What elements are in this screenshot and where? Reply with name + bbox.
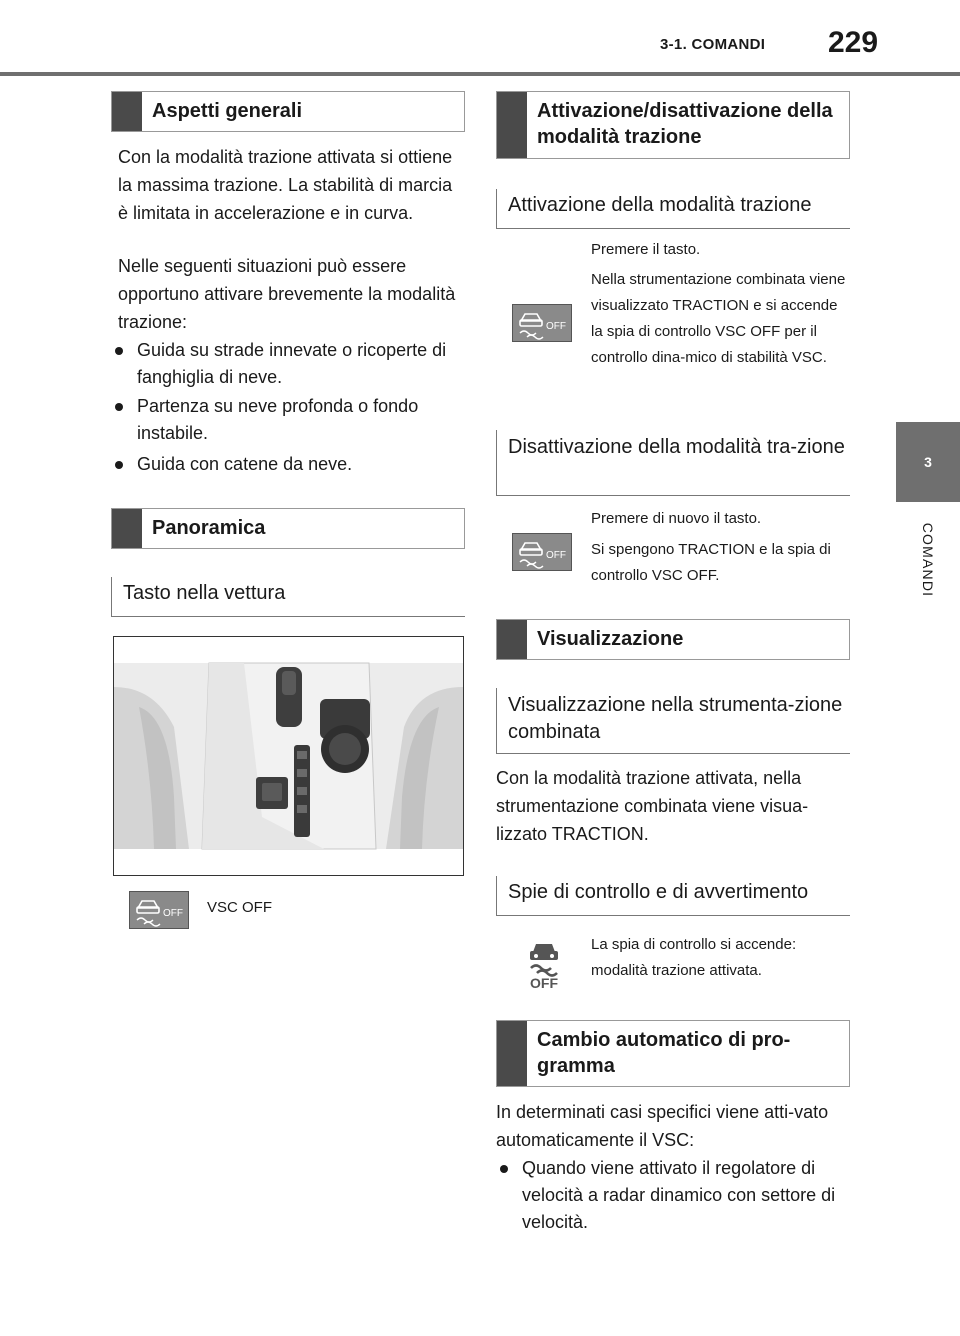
bullet-dot-icon bbox=[500, 1165, 508, 1173]
instruction-text: Premere di nuovo il tasto. bbox=[591, 510, 762, 527]
warning-light-text: La spia di controllo si accende: modalità trazione attivata. bbox=[591, 936, 797, 979]
bullet-item: Partenza su neve profonda o fondo instabile. bbox=[115, 393, 465, 447]
vsc-off-button-icon bbox=[129, 891, 189, 929]
page-number: 229 bbox=[828, 26, 879, 59]
bullet-item: Quando viene attivato il regolatore di velocità a radar dinamico con settore di velocità. bbox=[500, 1155, 850, 1236]
subheading: Attivazione della modalità trazione bbox=[496, 189, 850, 229]
bullet-dot-icon bbox=[115, 403, 123, 411]
section-box-bar bbox=[497, 620, 527, 659]
svg-text:OFF: OFF bbox=[163, 908, 183, 919]
chapter-tab: 3 bbox=[896, 422, 960, 502]
section-box-title: Panoramica bbox=[152, 517, 266, 539]
svg-text:OFF: OFF bbox=[546, 550, 566, 561]
bullet-dot-icon bbox=[115, 461, 123, 469]
section-box-bar bbox=[497, 1021, 527, 1086]
section-box-activation bbox=[496, 91, 850, 159]
paragraph: Con la modalità trazione attivata, nella strumentazione combinata viene visua-lizzato TRACTION. bbox=[496, 768, 809, 844]
svg-text:OFF: OFF bbox=[546, 321, 566, 332]
subheading: Tasto nella vettura bbox=[111, 577, 465, 617]
section-box-bar bbox=[112, 509, 142, 548]
section-box-title: Attivazione/disattivazione della modalità trazione bbox=[537, 100, 833, 148]
vsc-off-button-icon bbox=[512, 304, 572, 342]
bullet-item: Guida con catene da neve. bbox=[115, 451, 465, 478]
chapter-label: COMANDI bbox=[920, 522, 936, 598]
paragraph: In determinati casi specifici viene atti-vato automaticamente il VSC: bbox=[496, 1102, 829, 1150]
section-box-title: Visualizzazione bbox=[537, 628, 684, 650]
center-console-illustration bbox=[114, 637, 463, 875]
svg-text:OFF: OFF bbox=[530, 975, 558, 990]
console-photo bbox=[113, 636, 464, 876]
bullet-item: Guida su strade innevate o ricoperte di fanghiglia di neve. bbox=[115, 337, 465, 391]
instruction-text: Nella strumentazione combinata viene visualizzato TRACTION e si accende la spia di controllo VSC OFF per il controllo dina-mico di stabilità VSC. bbox=[591, 271, 846, 366]
subheading: Disattivazione della modalità tra-zione bbox=[496, 430, 850, 496]
subheading: Visualizzazione nella strumenta-zione combinata bbox=[496, 688, 850, 754]
section-box-bar bbox=[112, 92, 142, 131]
bullet-dot-icon bbox=[115, 347, 123, 355]
section-box-bar bbox=[497, 92, 527, 158]
section-title: 3-1. COMANDI bbox=[660, 36, 766, 53]
paragraph: Nelle seguenti situazioni può essere opportuno attivare brevemente la modalità trazione: bbox=[118, 256, 456, 332]
section-box-title: Aspetti generali bbox=[152, 100, 303, 122]
header-rule bbox=[0, 72, 960, 76]
icon-caption: VSC OFF bbox=[207, 899, 273, 916]
section-box-general bbox=[111, 91, 465, 132]
section-box-display bbox=[496, 619, 850, 660]
paragraph: Con la modalità trazione attivata si ottiene la massima trazione. La stabilità di marcia è limitata in accelerazione e in curva. bbox=[118, 147, 453, 223]
subheading: Spie di controllo e di avvertimento bbox=[496, 876, 850, 916]
vsc-off-warning-light-icon bbox=[524, 938, 564, 995]
section-box-overview bbox=[111, 508, 465, 549]
instruction-text: Si spengono TRACTION e la spia di controllo VSC OFF. bbox=[591, 541, 831, 584]
instruction-text: Premere il tasto. bbox=[591, 241, 701, 258]
vsc-off-button-icon bbox=[512, 533, 572, 571]
section-box-auto-program bbox=[496, 1020, 850, 1087]
section-box-title: Cambio automatico di pro-gramma bbox=[537, 1029, 791, 1077]
